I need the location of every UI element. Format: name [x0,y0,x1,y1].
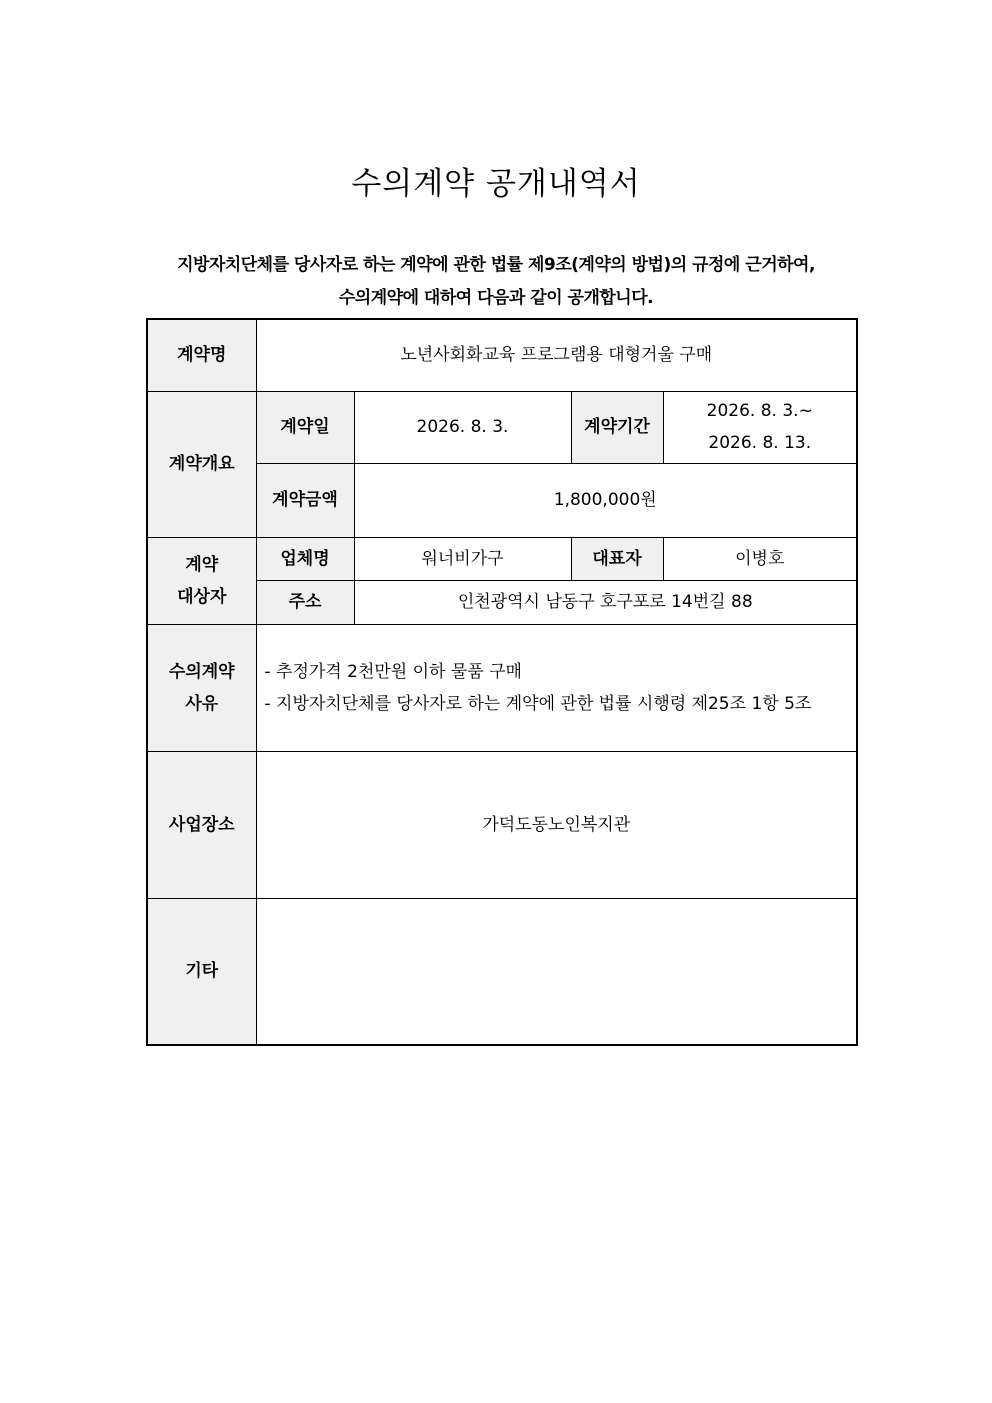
disclosure-table [146,318,858,1046]
contract-name-value: 노년사회화교육 프로그램용 대형거울 구매 [256,319,857,391]
address-label: 주소 [256,580,354,624]
reason-value [256,624,857,751]
row-reason [147,624,857,751]
row-other [147,898,857,1045]
party-label-line1: 계약 [185,554,219,575]
company-label: 업체명 [256,537,354,580]
address-value: 인천광역시 남동구 호구포로 14번길 88 [354,580,857,624]
representative-value: 이병호 [663,537,857,580]
intro-line-2: 수의계약에 대하여 다음과 같이 공개합니다. [338,288,654,308]
document-title: 수의계약 공개내역서 [351,166,641,202]
reason-label-line2: 사유 [185,693,219,714]
contract-period-start: 2026. 8. 3.~ [706,401,813,421]
contract-amount-label: 계약금액 [256,463,354,537]
contract-period-label: 계약기간 [571,391,663,463]
row-place [147,751,857,898]
place-label: 사업장소 [147,751,256,898]
row-contract-date [147,391,857,463]
other-value [256,898,857,1045]
reason-line-2: - 지방자치단체를 당사자로 하는 계약에 관한 법률 시행령 제25조 1항 5조 [264,693,812,714]
place-value: 가덕도동노인복지관 [256,751,857,898]
reason-label-line1: 수의계약 [168,661,235,682]
contract-date-label: 계약일 [256,391,354,463]
reason-line-1: - 추정가격 2천만원 이하 물품 구매 [264,661,522,682]
contract-period-value [663,391,857,463]
overview-label: 계약개요 [147,391,256,537]
party-label-line2: 대상자 [177,586,227,607]
representative-label: 대표자 [571,537,663,580]
contract-name-label: 계약명 [147,319,256,391]
contract-period-end: 2026. 8. 13. [708,433,812,453]
intro-line-1: 지방자치단체를 당사자로 하는 계약에 관한 법률 제9조(계약의 방법)의 규정에 근거하여, [177,255,815,275]
contract-amount-value: 1,800,000원 [354,463,857,537]
other-label: 기타 [147,898,256,1045]
row-company [147,537,857,580]
party-label [147,537,256,624]
company-value: 워너비가구 [354,537,571,580]
contract-date-value: 2026. 8. 3. [354,391,571,463]
row-contract-name [147,319,857,391]
reason-label [147,624,256,751]
